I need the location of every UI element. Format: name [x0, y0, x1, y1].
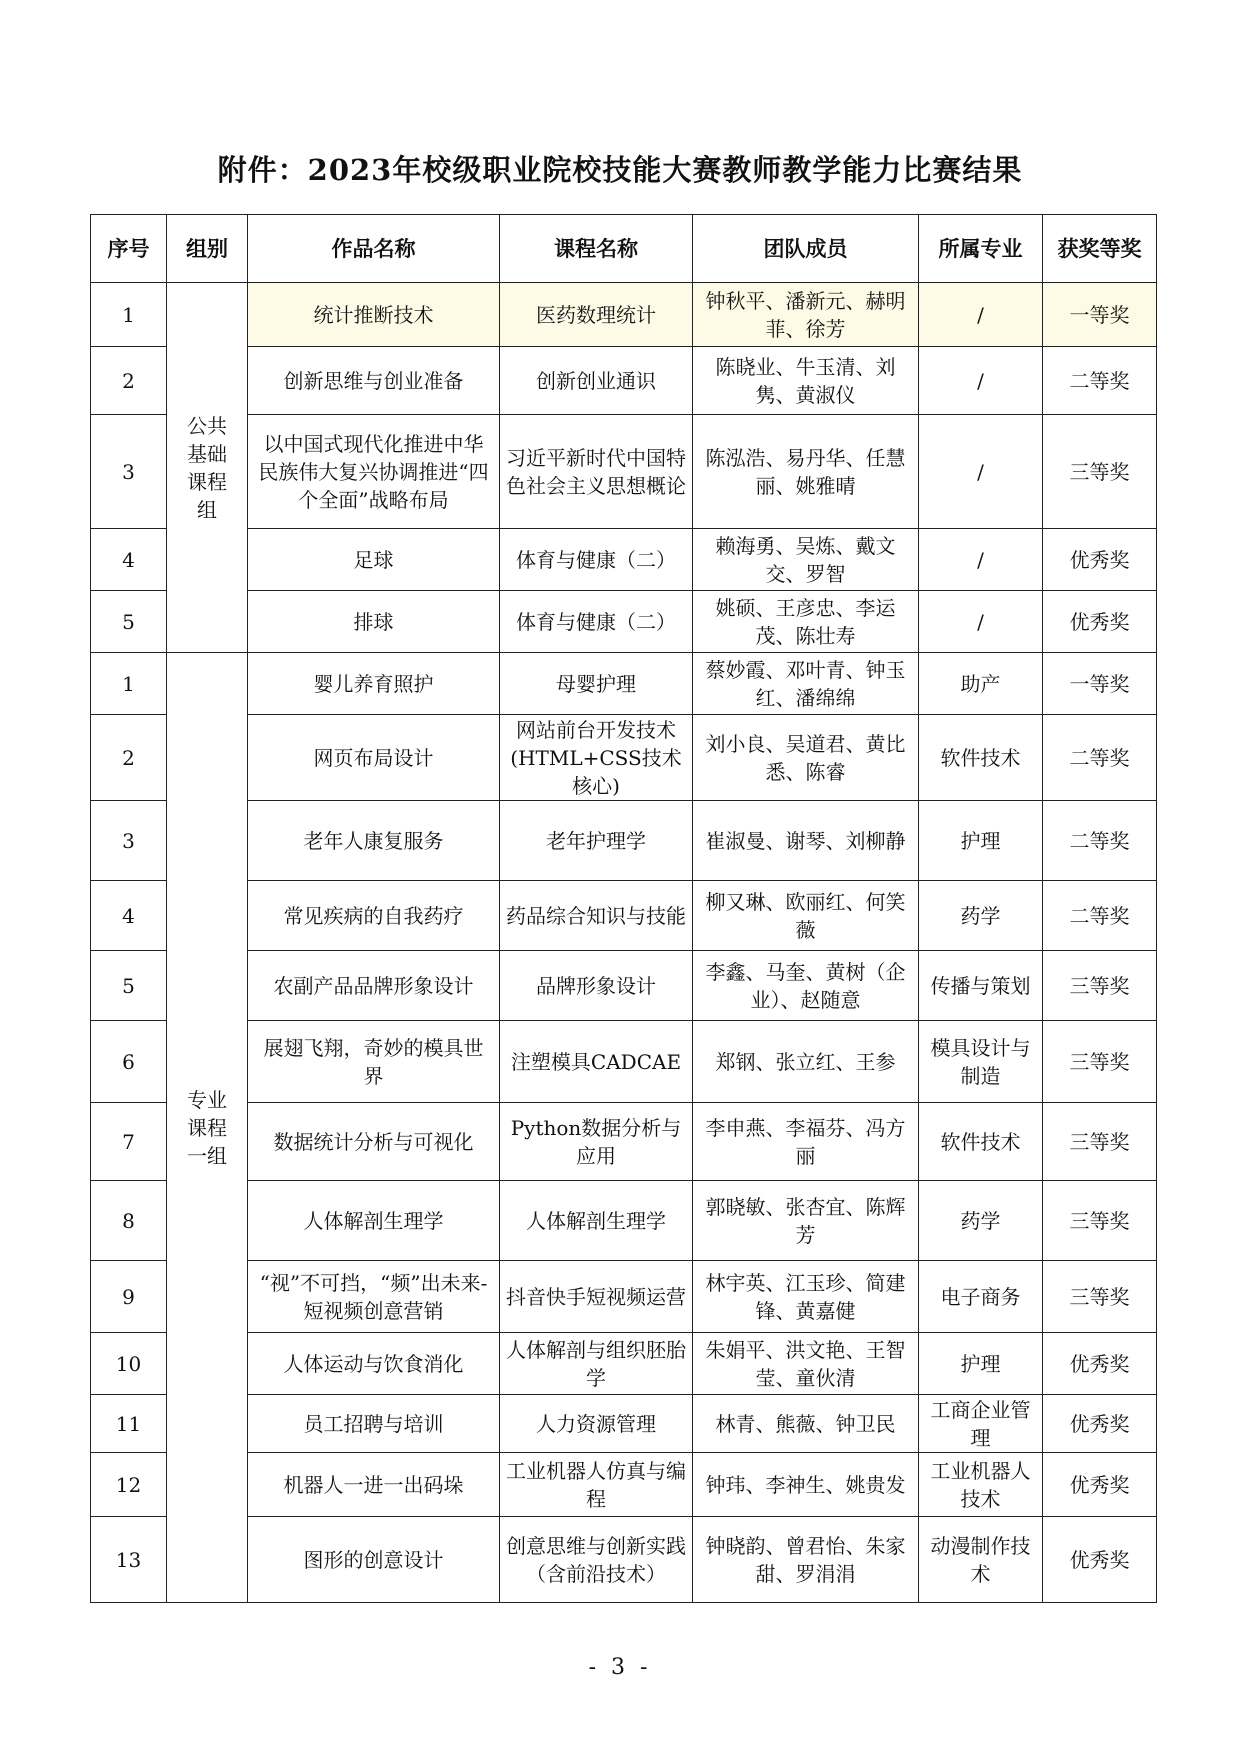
table-row [91, 529, 1157, 591]
header-award: 获奖等奖 [1043, 215, 1157, 283]
cell-award: 二等奖 [1043, 881, 1157, 951]
cell-major: / [919, 283, 1043, 347]
cell-award: 三等奖 [1043, 1021, 1157, 1103]
cell-major: 工业机器人技术 [919, 1453, 1043, 1517]
header-group: 组别 [167, 215, 248, 283]
cell-team: 蔡妙霞、邓叶青、钟玉红、潘绵绵 [693, 653, 919, 715]
cell-award: 二等奖 [1043, 715, 1157, 801]
cell-seq: 2 [91, 715, 167, 801]
cell-award: 优秀奖 [1043, 529, 1157, 591]
cell-major: 助产 [919, 653, 1043, 715]
cell-major: 护理 [919, 1333, 1043, 1395]
cell-major: 传播与策划 [919, 951, 1043, 1021]
cell-work: 足球 [248, 529, 500, 591]
cell-course: 品牌形象设计 [500, 951, 693, 1021]
cell-course: 抖音快手短视频运营 [500, 1261, 693, 1333]
cell-team: 朱娟平、洪文艳、王智莹、童伙清 [693, 1333, 919, 1395]
cell-major: / [919, 529, 1043, 591]
table-row [91, 1261, 1157, 1333]
cell-major: 药学 [919, 1181, 1043, 1261]
table-row [91, 951, 1157, 1021]
cell-award: 三等奖 [1043, 1261, 1157, 1333]
header-team: 团队成员 [693, 215, 919, 283]
cell-award: 二等奖 [1043, 801, 1157, 881]
cell-team: 陈晓业、牛玉清、刘隽、黄淑仪 [693, 347, 919, 415]
results-table [90, 214, 1157, 1603]
cell-work: 以中国式现代化推进中华民族伟大复兴协调推进“四个全面”战略布局 [248, 415, 500, 529]
table-row [91, 653, 1157, 715]
cell-seq: 1 [91, 283, 167, 347]
cell-seq: 3 [91, 801, 167, 881]
cell-major: 软件技术 [919, 1103, 1043, 1181]
cell-course: 体育与健康（二） [500, 591, 693, 653]
cell-major: 软件技术 [919, 715, 1043, 801]
cell-major: 模具设计与制造 [919, 1021, 1043, 1103]
cell-seq: 7 [91, 1103, 167, 1181]
table-row [91, 1021, 1157, 1103]
group-professional [167, 653, 248, 1603]
cell-course: Python数据分析与应用 [500, 1103, 693, 1181]
table-header-row [91, 215, 1157, 283]
cell-team: 钟玮、李神生、姚贵发 [693, 1453, 919, 1517]
cell-award: 二等奖 [1043, 347, 1157, 415]
cell-team: 郑钢、张立红、王参 [693, 1021, 919, 1103]
cell-work: 数据统计分析与可视化 [248, 1103, 500, 1181]
cell-award: 三等奖 [1043, 1181, 1157, 1261]
cell-course: 创意思维与创新实践（含前沿技术） [500, 1517, 693, 1603]
cell-work: 人体解剖生理学 [248, 1181, 500, 1261]
cell-course: 习近平新时代中国特色社会主义思想概论 [500, 415, 693, 529]
cell-course: 母婴护理 [500, 653, 693, 715]
cell-course: 医药数理统计 [500, 283, 693, 347]
document-title: 附件：2023年校级职业院校技能大赛教师教学能力比赛结果 [217, 153, 1023, 187]
cell-award: 三等奖 [1043, 415, 1157, 529]
cell-award: 优秀奖 [1043, 1453, 1157, 1517]
table-row [91, 1333, 1157, 1395]
cell-work: 人体运动与饮食消化 [248, 1333, 500, 1395]
cell-team: 陈泓浩、易丹华、任慧丽、姚雅晴 [693, 415, 919, 529]
cell-major: / [919, 591, 1043, 653]
cell-work: 机器人一进一出码垛 [248, 1453, 500, 1517]
cell-seq: 8 [91, 1181, 167, 1261]
cell-major: 药学 [919, 881, 1043, 951]
table-row [91, 801, 1157, 881]
header-major: 所属专业 [919, 215, 1043, 283]
cell-major: / [919, 347, 1043, 415]
cell-work: 婴儿养育照护 [248, 653, 500, 715]
cell-work: “视”不可挡，“频”出未来-短视频创意营销 [248, 1261, 500, 1333]
cell-team: 柳又琳、欧丽红、何笑薇 [693, 881, 919, 951]
cell-work: 网页布局设计 [248, 715, 500, 801]
cell-award: 优秀奖 [1043, 591, 1157, 653]
cell-award: 三等奖 [1043, 951, 1157, 1021]
cell-seq: 5 [91, 951, 167, 1021]
cell-award: 三等奖 [1043, 1103, 1157, 1181]
cell-team: 郭晓敏、张杏宜、陈辉芳 [693, 1181, 919, 1261]
cell-course: 人力资源管理 [500, 1395, 693, 1453]
cell-team: 刘小良、吴道君、黄比悉、陈睿 [693, 715, 919, 801]
table-row [91, 283, 1157, 347]
cell-seq: 11 [91, 1395, 167, 1453]
cell-award: 优秀奖 [1043, 1395, 1157, 1453]
cell-team: 李鑫、马奎、黄树（企业）、赵随意 [693, 951, 919, 1021]
group-public [167, 283, 248, 653]
cell-seq: 12 [91, 1453, 167, 1517]
cell-award: 优秀奖 [1043, 1333, 1157, 1395]
cell-course: 工业机器人仿真与编程 [500, 1453, 693, 1517]
cell-course: 老年护理学 [500, 801, 693, 881]
table-row [91, 1181, 1157, 1261]
cell-major: 电子商务 [919, 1261, 1043, 1333]
table-row [91, 591, 1157, 653]
header-course: 课程名称 [500, 215, 693, 283]
table-row [91, 1395, 1157, 1453]
cell-seq: 10 [91, 1333, 167, 1395]
cell-work: 统计推断技术 [248, 283, 500, 347]
cell-seq: 9 [91, 1261, 167, 1333]
cell-work: 常见疾病的自我药疗 [248, 881, 500, 951]
table-row [91, 1103, 1157, 1181]
cell-course: 体育与健康（二） [500, 529, 693, 591]
cell-work: 农副产品品牌形象设计 [248, 951, 500, 1021]
cell-course: 注塑模具CADCAE [500, 1021, 693, 1103]
group-label: 公共基础课程组 [187, 413, 227, 522]
cell-course: 药品综合知识与技能 [500, 881, 693, 951]
cell-award: 一等奖 [1043, 653, 1157, 715]
table-row [91, 1453, 1157, 1517]
cell-work: 展翅飞翔，奇妙的模具世界 [248, 1021, 500, 1103]
cell-seq: 4 [91, 529, 167, 591]
cell-seq: 5 [91, 591, 167, 653]
cell-team: 崔淑曼、谢琴、刘柳静 [693, 801, 919, 881]
cell-team: 李申燕、李福芬、冯方丽 [693, 1103, 919, 1181]
group-label: 专业课程一组 [187, 1087, 227, 1168]
cell-seq: 4 [91, 881, 167, 951]
cell-seq: 6 [91, 1021, 167, 1103]
cell-course: 创新创业通识 [500, 347, 693, 415]
cell-course: 人体解剖与组织胚胎学 [500, 1333, 693, 1395]
cell-work: 老年人康复服务 [248, 801, 500, 881]
cell-major: / [919, 415, 1043, 529]
cell-team: 林宇英、江玉珍、简建锋、黄嘉健 [693, 1261, 919, 1333]
header-work: 作品名称 [248, 215, 500, 283]
cell-seq: 1 [91, 653, 167, 715]
cell-work: 创新思维与创业准备 [248, 347, 500, 415]
table-row [91, 415, 1157, 529]
cell-award: 优秀奖 [1043, 1517, 1157, 1603]
cell-work: 排球 [248, 591, 500, 653]
page-number: - 3 - [588, 1655, 652, 1680]
table-row [91, 715, 1157, 801]
header-seq: 序号 [91, 215, 167, 283]
cell-course: 网站前台开发技术(HTML+CSS技术核心) [500, 715, 693, 801]
cell-award: 一等奖 [1043, 283, 1157, 347]
cell-team: 姚硕、王彦忠、李运茂、陈壮寿 [693, 591, 919, 653]
cell-work: 员工招聘与培训 [248, 1395, 500, 1453]
table-row [91, 1517, 1157, 1603]
cell-team: 钟晓韵、曾君怡、朱家甜、罗涓涓 [693, 1517, 919, 1603]
cell-team: 林青、熊薇、钟卫民 [693, 1395, 919, 1453]
cell-team: 赖海勇、吴炼、戴文交、罗智 [693, 529, 919, 591]
cell-team: 钟秋平、潘新元、赫明菲、徐芳 [693, 283, 919, 347]
cell-work: 图形的创意设计 [248, 1517, 500, 1603]
table-row [91, 881, 1157, 951]
cell-major: 工商企业管理 [919, 1395, 1043, 1453]
cell-seq: 3 [91, 415, 167, 529]
cell-seq: 2 [91, 347, 167, 415]
cell-course: 人体解剖生理学 [500, 1181, 693, 1261]
cell-seq: 13 [91, 1517, 167, 1603]
cell-major: 动漫制作技术 [919, 1517, 1043, 1603]
table-row [91, 347, 1157, 415]
cell-major: 护理 [919, 801, 1043, 881]
